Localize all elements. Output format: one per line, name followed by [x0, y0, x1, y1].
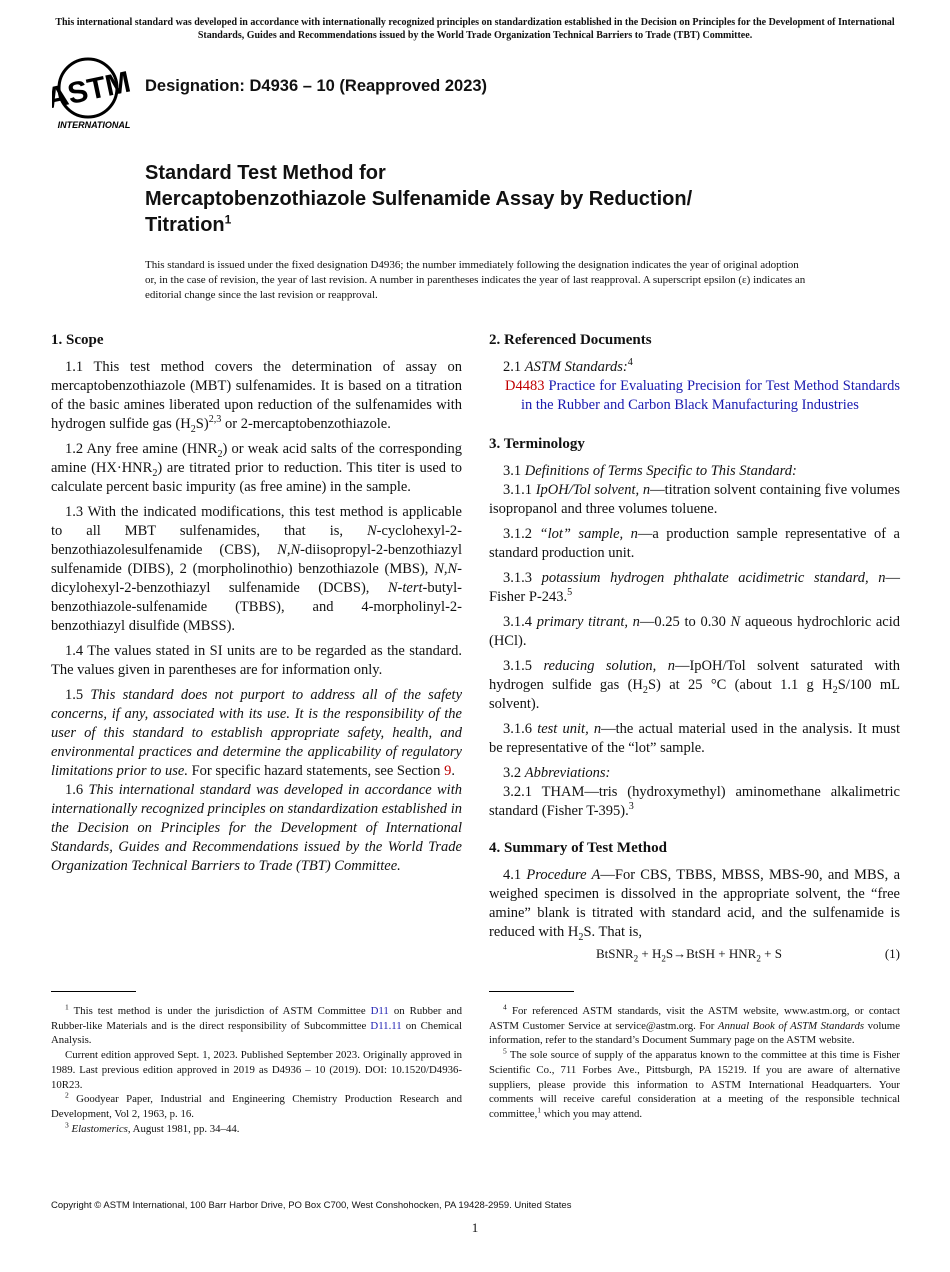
footnote-4: $^4$ For referenced ASTM standards, visit the ASTM website, www.astm.org, or contact ASTM Customer Service at service@astm.org. For Annual Book of ASTM Standards volume information, refer to the standard’s Document Summary page on the ASTM website. [489, 1002, 900, 1047]
footnote-2: $^2$ Goodyear Paper, Industrial and Engineering Chemistry Production Research and Development, Vol 2, 1963, p. 16. [51, 1090, 462, 1120]
top-notice: This international standard was developed in accordance with internationally recognized principles on standardization established in the Decision on Principles for the Development of International Standards, Guides and Recommendations issued by the World Trade Organization Technical Barriers to Trade (TBT) Committee. [55, 17, 895, 41]
para-3-1: 3.1 Definitions of Terms Specific to This Standard: [503, 463, 797, 479]
para-1-1: 1.1 This test method covers the determination of assay on mercaptobenzothiazole (MBT) sulfenamides. It is based on a titration of the basic amines liberated upon reduction of the sulfenamides with hydrogen sulfide gas $(H_2S)^{2,3}$ or 2-mercaptobenzothiazole. [51, 359, 462, 435]
section-9-link[interactable]: 9 [444, 763, 452, 779]
para-1-6: 1.6 This international standard was developed in accordance with internationally recognized principles on standardization established in the Decision on Principles for the Development of International Standards, Guides and Recommendations issued by the World Trade Organization Technical Barriers to Trade (TBT) Committee. [51, 782, 462, 874]
para-1-2: 1.2 Any free amine $(HNR_2)$ or weak acid salts of the corresponding amine $(HX\cdot HNR_2)$ are titrated prior to reduction. This titer is used to calculate percent basic impurity (as free amine) in the sample. [51, 441, 462, 495]
footnote-rule-left [51, 991, 136, 992]
footnotes-left [51, 1004, 462, 1136]
svg-text:INTERNATIONAL: INTERNATIONAL [57, 120, 131, 130]
para-3-1-1: 3.1.1 IpOH/Tol solvent, n—titration solvent containing five volumes isopropanol and three volumes toluene. [489, 482, 900, 517]
document-title: Standard Test Method for Mercaptobenzothiazole Sulfenamide Assay by Reduction/ Titration$^1$ [145, 162, 693, 236]
footnote-1: $^1$ This test method is under the jurisdiction of ASTM Committee D11 on Rubber and Rubber-like Materials and is the direct responsibility of Subcommittee D11.11 on Chemical Analysis. [51, 1002, 462, 1047]
section-heading-scope: 1. Scope [51, 332, 104, 348]
footnote-rule-right [489, 991, 574, 992]
link-d11-11[interactable]: D11.11 [370, 1019, 402, 1032]
section-heading-referenced: 2. Referenced Documents [489, 332, 652, 348]
para-2-1: 2.1 ASTM Standards:$^4$ [503, 357, 633, 375]
copyright: Copyright © ASTM International, 100 Barr Harbor Drive, PO Box C700, West Conshohocken, PA 19428-2959. United States [51, 1200, 572, 1211]
link-d11[interactable]: D11 [370, 1005, 389, 1017]
equation-1: BtSNR$_2$ + $H_2S\to BtSH + HNR_2 + S$ (1) [596, 946, 900, 964]
para-1-3: 1.3 With the indicated modifications, this test method is applicable to all MBT sulfenamides, that is, N-cyclohexyl-2-benzothiazolesulfenamide (CBS), N,N-diisopropyl-2-benzothiazyl sulfenamide (DIBS), 2 (morpholinothio) benzothiazole (MBS), N,N-dicylohexyl-2-benzothiazyl sulfenamide (DCBS), N-tert-butyl-benzothiazole-sulfenamide (TBBS), and 4-morpholinyl-2-benzothiazyl disulfide (MBSS). [51, 504, 462, 634]
para-3-1-3: 3.1.3 potassium hydrogen phthalate acidimetric standard, n—Fisher P-243.$^5$ [489, 570, 900, 605]
page-number: 1 [471, 1220, 479, 1235]
issued-note: This standard is issued under the fixed designation D4936; the number immediately following the designation indicates the year of original adoption or, in the case of revision, the year of last revision. A number in parentheses indicates the year of last reapproval. A superscript epsilon (ε) indicates an editorial change since the last revision or reapproval. [145, 259, 806, 301]
right-column [489, 331, 900, 963]
section-heading-terminology: 3. Terminology [489, 436, 585, 452]
para-3-1-5: 3.1.5 reducing solution, n—IpOH/Tol solvent saturated with hydrogen sulfide gas $(H_2S)$ at 25 °C (about 1.1 g $H_2S/100$ mL solvent). [489, 658, 901, 712]
para-4-1: 4.1 Procedure A—For CBS, TBBS, MBSS, MBS-90, and MBS, a weighed specimen is dissolved in the appropriate solvent, the “free amine” blank is titrated with standard acid, and the sulfenamide is reduced with $H_2S$. That is, [489, 867, 901, 943]
footnotes-right [489, 1004, 900, 1122]
left-column [51, 331, 462, 882]
para-3-1-2: 3.1.2 “lot” sample, n—a production sample representative of a standard production unit. [489, 526, 900, 561]
reference-d4483[interactable]: D4483 Practice for Evaluating Precision for Test Method Standards in the Rubber and Carbon Black Manufacturing Industries [505, 378, 900, 413]
para-3-2: 3.2 Abbreviations: [503, 765, 611, 781]
equation-number: (1) [884, 946, 900, 961]
svg-text:ASTM: ASTM [52, 65, 134, 116]
para-3-2-1: 3.2.1 THAM—tris (hydroxymethyl) aminomethane alkalimetric standard (Fisher T-395).$^3$ [489, 784, 900, 819]
para-3-1-6: 3.1.6 test unit, n—the actual material used in the analysis. It must be representative of the “lot” sample. [489, 721, 900, 756]
footnote-3: $^3$ Elastomerics, August 1981, pp. 34–44. [65, 1120, 240, 1135]
footnote-5: $^5$ The sole source of supply of the apparatus known to the committee at this time is Fisher Scientific Co., 711 Forbes Ave., Pittsburgh, PA 15219. If you are aware of alternative suppliers, please provide this information to ASTM International Headquarters. Your comments will receive careful consideration at a meeting of the responsible technical committee,$^1$ which you may attend. [489, 1046, 900, 1120]
para-1-4: 1.4 The values stated in SI units are to be regarded as the standard. The values given in parentheses are for information only. [51, 643, 462, 678]
para-1-5: 1.5 This standard does not purport to address all of the safety concerns, if any, associated with its use. It is the responsibility of the user of this standard to establish appropriate safety, health, and environmental practices and determine the applicability of regulatory limitations prior to use. For specific hazard statements, see Section 9. [51, 687, 462, 779]
footnote-1-edition: Current edition approved Sept. 1, 2023. Published September 2023. Originally approved in 1989. Last previous edition approved in 2019 as D4936 – 10 (2019). DOI: 10.1520/D4936-10R23. [51, 1049, 462, 1091]
astm-logo [52, 56, 136, 132]
designation: Designation: D4936 – 10 (Reapproved 2023) [145, 77, 488, 95]
para-3-1-4: 3.1.4 primary titrant, n—0.25 to 0.30 N aqueous hydrochloric acid (HCl). [489, 614, 900, 649]
section-heading-summary: 4. Summary of Test Method [489, 840, 667, 856]
